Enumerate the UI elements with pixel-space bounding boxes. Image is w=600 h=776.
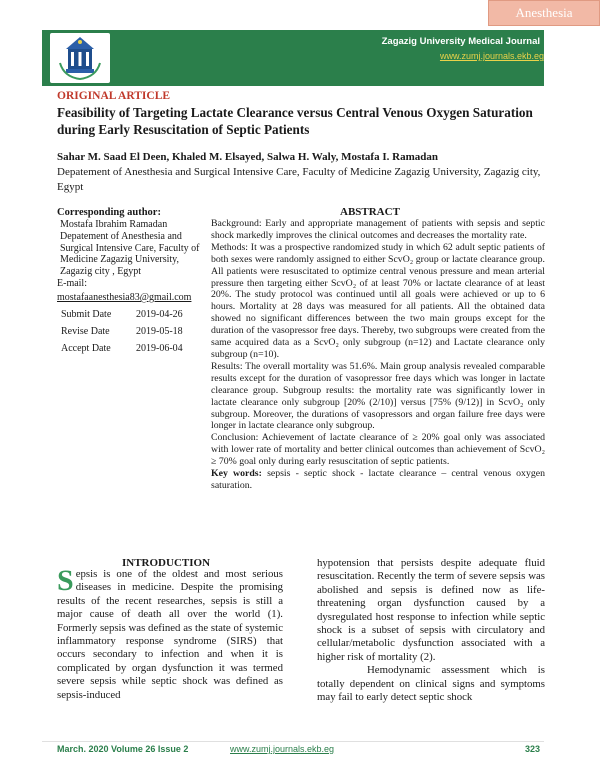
date-value: 2019-06-04: [136, 343, 183, 354]
introduction-heading: INTRODUCTION: [122, 557, 211, 569]
date-row: [57, 306, 183, 323]
intro-col2-para2: Hemodynamic assessment which is totally dependent on clinical signs and symptoms may fail to early detect septic shock: [317, 664, 545, 704]
date-label: Submit Date: [61, 309, 112, 320]
date-value: 2019-05-18: [136, 326, 183, 337]
intro-column-2: [317, 557, 545, 704]
university-seal-icon: [50, 33, 110, 83]
abstract-conclusion: Conclusion: Achievement of lactate clearance of ≥ 20% goal only was associated with lower rate of mortality and better clinical outcomes than achievement of ScvO₂ ≥ 70% goal only during early resuscitation of septic patients.: [211, 432, 545, 468]
intro-col2-para1: hypotension that persists despite adequate fluid resuscitation. Recently the term of severe sepsis was abolished and sepsis is defined now as life-threatening organ dysfunction caused by a dysregulated host response to infection while septic shock is a subset of sepsis with circulatory and cellular/metabolic dysfunction associated with a higher risk of mortality (2).: [317, 557, 545, 663]
footer-link[interactable]: www.zumj.journals.ekb.eg: [230, 744, 335, 754]
corresponding-details: [57, 219, 210, 290]
keywords: sepsis - septic shock - lactate clearance – central venous oxygen saturation.: [211, 468, 546, 491]
journal-link[interactable]: www.zumj.journals.ekb.eg: [439, 51, 544, 61]
abstract-background: Background: Early and appropriate management of patients with sepsis and septic shock markedly improves the clinical outcomes and decreases the mortality rate.: [211, 218, 545, 241]
corresponding-body: Mostafa Ibrahim Ramadan Depatement of Anesthesia and Surgical Intensive Care, Faculty of Medicine Zagazig University, Zagazig city , Egypt: [60, 219, 200, 278]
abstract-keywords: [211, 468, 545, 492]
affiliation: Depatement of Anesthesia and Surgical Intensive Care, Faculty of Medicine Zagazig University, Zagazig city, Egypt: [57, 166, 541, 193]
email-label: E-mail:: [57, 277, 87, 289]
dates-table: [57, 306, 183, 357]
abstract-methods: Methods: It was a prospective randomized study in which 62 adult septic patients of both sexes were randomly assigned to either ScvO₂ group or lactate clearance group. All patients were resuscitated to optimize central venous pressure and mean arterial pressure then targeting either ScvO₂ of at least 70% or lactate clearance of at least 20%. The study protocol was continued until all goals were achieved or up to 6 hours. Mortality at 28 days was measured for all patients. All the obtained data showed no significant differences between the two main groups except for the duration of the vasopressor free days. Thereby, two subgroups were created from the same acquired data as a ScvO₂ only subgroup (n=12) and Lactate clearance only subgroup (n=10).: [211, 241, 545, 360]
corresponding-heading: Corresponding author:: [57, 207, 161, 218]
abstract-heading: ABSTRACT: [340, 206, 400, 218]
article-title: Feasibility of Targeting Lactate Clearance versus Central Venous Oxygen Saturation during Early Resuscitation of Septic Patients: [57, 105, 533, 137]
page-number: 323: [525, 744, 541, 754]
abstract-results: Results: The overall mortality was 51.6%. Main group analysis revealed comparable results except for the duration of vasopressor free days which was longer in lactate clearance group. Subgroup results: the mortality rate was significantly lower in lactate clearance only subgroup [20% (2/10)] versus [75% (9/12)] in ScvO₂ only subgroup. Moreover, the durations of vasopressors and organ failure free days were longer in lactate clearance only subgroup.: [211, 360, 545, 432]
footer-issue: March. 2020 Volume 26 Issue 2: [57, 744, 189, 754]
date-label: Revise Date: [61, 326, 110, 337]
section-tag: Anesthesia: [488, 0, 600, 26]
corresponding-email[interactable]: mostafaanesthesia83@gmail.com: [57, 292, 192, 303]
drop-cap: S: [57, 564, 74, 597]
intro-col1-text: epsis is one of the oldest and most serious diseases in medicine. Despite the promising results of the recent researches, sepsis is still a major cause of death all over the world (1). Formerly sepsis was defined as the state of systemic inflammatory response syndrome (SIRS) that occurs secondary to infection and when it is complicated by organ dysfunction it was termed severe sepsis while septic shock was defined as sepsis-induced: [57, 568, 283, 701]
university-logo: [50, 33, 110, 83]
article-type: ORIGINAL ARTICLE: [57, 90, 171, 102]
abstract-body: [211, 218, 545, 492]
authors: Sahar M. Saad El Deen, Khaled M. Elsayed, Salwa H. Waly, Mostafa I. Ramadan: [57, 151, 438, 163]
date-value: 2019-04-26: [136, 309, 183, 320]
intro-column-1: [57, 564, 283, 702]
keywords-label: Key words:: [211, 468, 262, 480]
journal-name: Zagazig University Medical Journal: [381, 36, 540, 47]
date-label: Accept Date: [61, 343, 111, 354]
date-row: [57, 323, 183, 340]
date-row: [57, 340, 183, 357]
